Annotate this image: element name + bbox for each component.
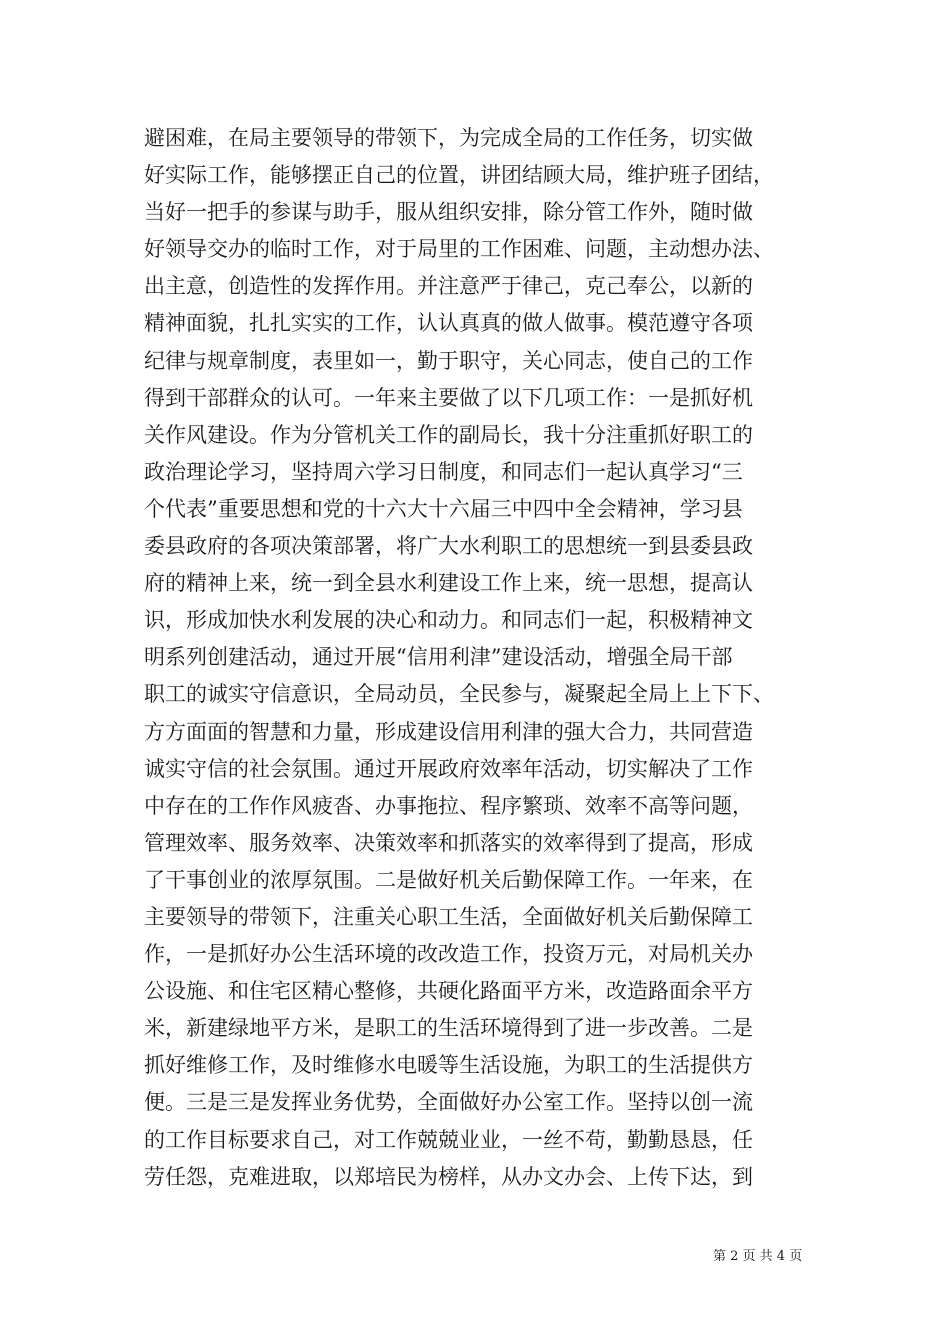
text-line: 个代表”重要思想和党的十六大十六届三中四中全会精神，学习县 <box>144 496 743 521</box>
text-line: 了干事创业的浓厚氛围。二是做好机关后勤保障工作。一年来，在 <box>144 867 753 892</box>
text-line: 府的精神上来，统一到全县水利建设工作上来，统一思想，提高认 <box>144 571 753 596</box>
text-line: 职工的诚实守信意识，全局动员，全民参与，凝聚起全局上上下下、 <box>144 682 774 707</box>
text-line: 主要领导的带领下，注重关心职工生活，全面做好机关后勤保障工 <box>144 904 753 929</box>
text-line: 精神面貌，扎扎实实的工作，认认真真的做人做事。模范遵守各项 <box>144 311 753 336</box>
text-line: 得到干部群众的认可。一年来主要做了以下几项工作：一是抓好机 <box>144 385 753 410</box>
text-line: 好实际工作，能够摆正自己的位置，讲团结顾大局，维护班子团结， <box>144 163 774 188</box>
text-line: 诚实守信的社会氛围。通过开展政府效率年活动，切实解决了工作 <box>144 756 753 781</box>
text-line: 管理效率、服务效率、决策效率和抓落实的效率得到了提高，形成 <box>144 830 753 855</box>
text-line: 米，新建绿地平方米，是职工的生活环境得到了进一步改善。二是 <box>144 1016 753 1041</box>
text-line: 公设施、和住宅区精心整修，共硬化路面平方米，改造路面余平方 <box>144 979 753 1004</box>
text-line: 好领导交办的临时工作，对于局里的工作困难、问题，主动想办法、 <box>144 237 774 262</box>
text-line: 纪律与规章制度，表里如一，勤于职守，关心同志，使自己的工作 <box>144 348 753 373</box>
text-line: 政治理论学习，坚持周六学习日制度，和同志们一起认真学习“三 <box>144 459 743 484</box>
text-line: 的工作目标要求自己，对工作兢兢业业，一丝不苟，勤勤恳恳，任 <box>144 1127 753 1152</box>
text-line: 中存在的工作作风疲沓、办事拖拉、程序繁琐、效率不高等问题， <box>144 793 753 818</box>
text-line: 抓好维修工作，及时维修水电暖等生活设施，为职工的生活提供方 <box>144 1053 753 1078</box>
text-line: 委县政府的各项决策部署，将广大水利职工的思想统一到县委县政 <box>144 534 753 559</box>
text-line: 便。三是三是发挥业务优势，全面做好办公室工作。坚持以创一流 <box>144 1090 753 1115</box>
body-paragraph <box>144 120 824 1196</box>
text-line: 识，形成加快水利发展的决心和动力。和同志们一起，积极精神文 <box>144 608 753 633</box>
text-line: 出主意，创造性的发挥作用。并注意严于律己，克己奉公，以新的 <box>144 274 753 299</box>
text-line: 当好一把手的参谋与助手，服从组织安排，除分管工作外，随时做 <box>144 200 753 225</box>
text-line: 明系列创建活动，通过开展“信用利津”建设活动，增强全局干部 <box>144 645 733 670</box>
text-line: 作，一是抓好办公生活环境的改改造工作，投资万元，对局机关办 <box>144 942 753 967</box>
text-line: 关作风建设。作为分管机关工作的副局长，我十分注重抓好职工的 <box>144 422 753 447</box>
page-number-footer: 第 2 页 共 4 页 <box>713 1249 803 1264</box>
text-line: 劳任怨，克难进取，以郑培民为榜样，从办文办会、上传下达，到 <box>144 1164 753 1189</box>
text-line: 方方面面的智慧和力量，形成建设信用利津的强大合力，共同营造 <box>144 719 753 744</box>
text-line: 避困难，在局主要领导的带领下，为完成全局的工作任务，切实做 <box>144 126 753 150</box>
